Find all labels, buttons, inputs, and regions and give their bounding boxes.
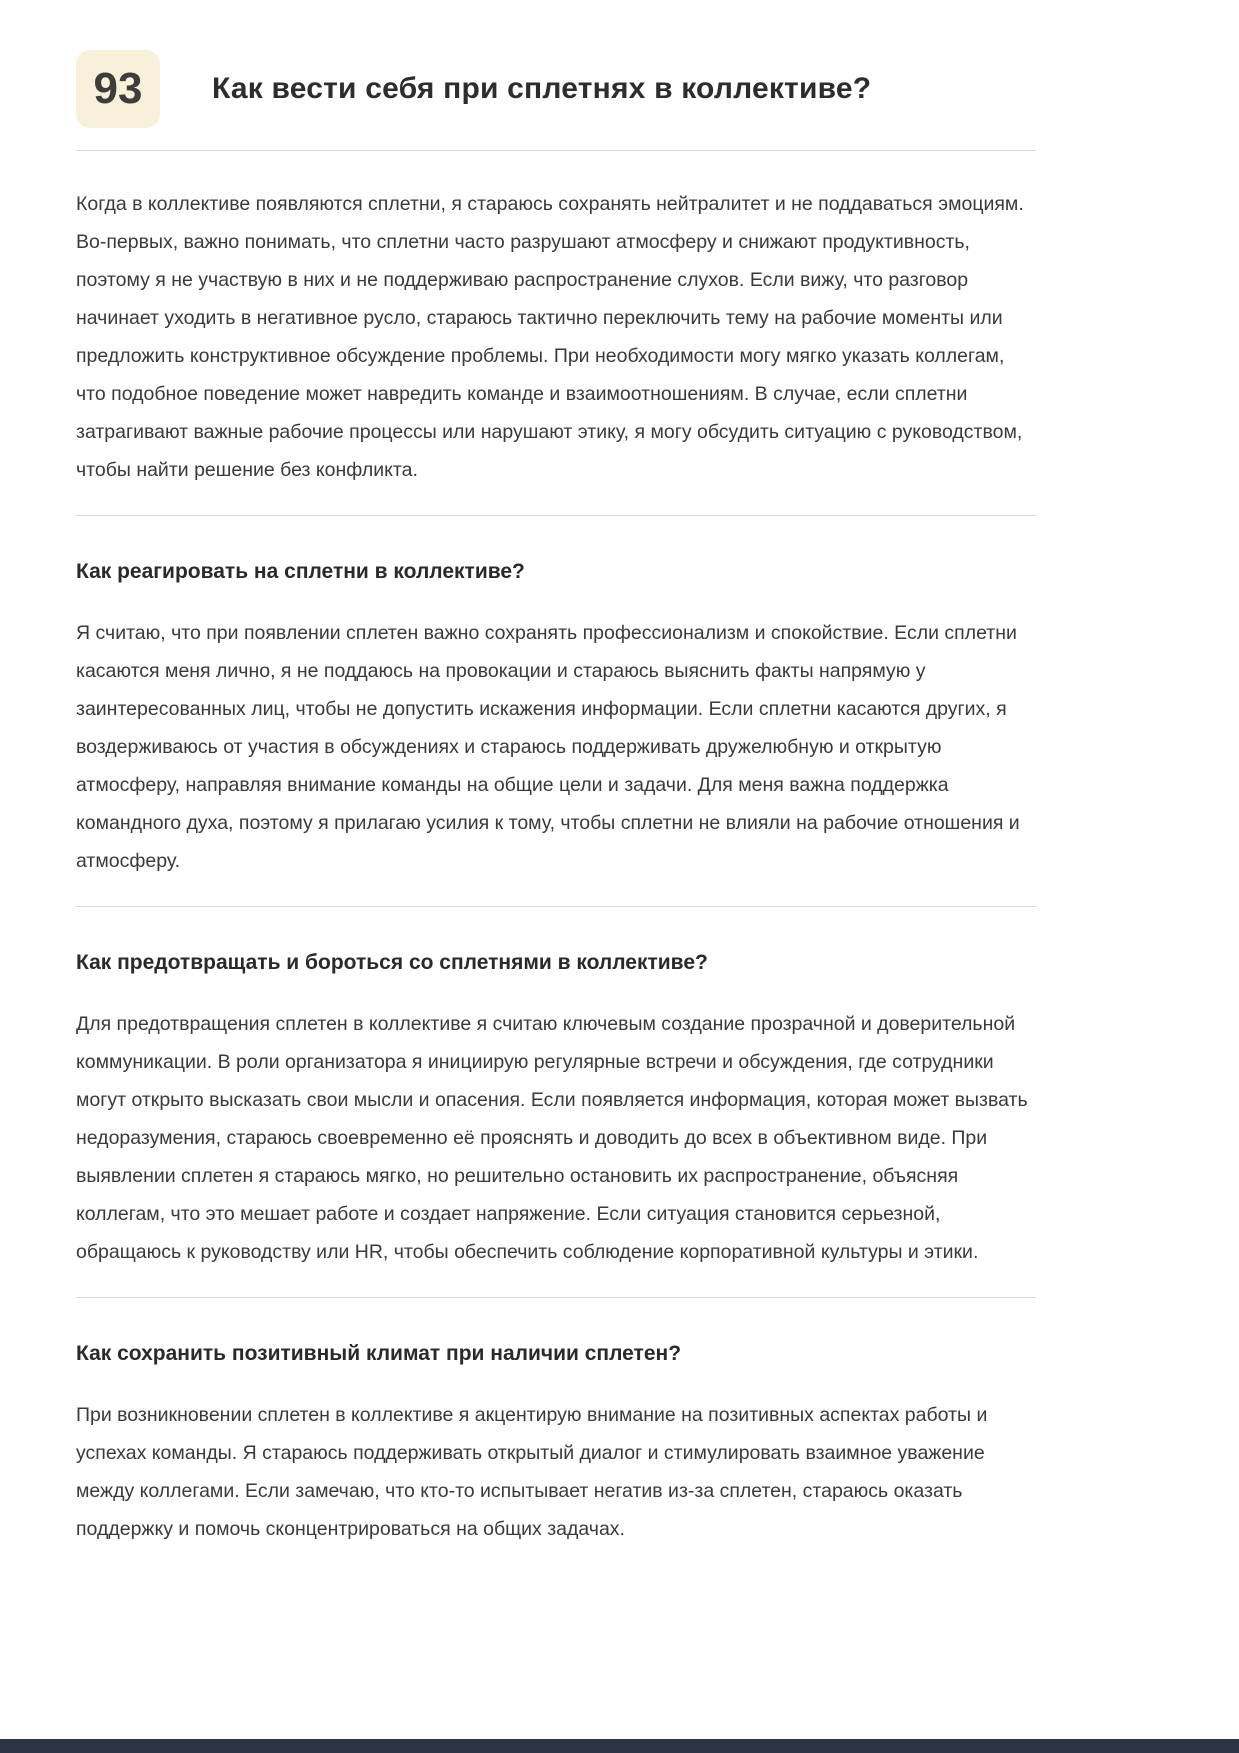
section-paragraph-1: Я считаю, что при появлении сплетен важно сохранять профессионализм и спокойствие. Если сплетни касаются меня лично, я не поддаюсь на провокации и стараюсь выяснить факты напрямую у заинтересованных лиц, чтобы не допустить искажения информации. Если сплетни касаются других, я воздерживаюсь от участия в обсуждениях и стараюсь поддерживать дружелюбную и открытую атмосферу, направляя внимание команды на общие цели и задачи. Для меня важна поддержка командного духа, поэтому я прилагаю усилия к тому, чтобы сплетни не влияли на рабочие отношения и атмосферу.	[76, 622, 1020, 872]
section-heading-1: Как реагировать на сплетни в коллективе?	[76, 560, 525, 583]
section-heading-2: Как предотвращать и бороться со сплетнями в коллективе?	[76, 951, 708, 974]
page-title: Как вести себя при сплетнях в коллективе?	[212, 72, 872, 105]
section-paragraph-3: При возникновении сплетен в коллективе я акцентирую внимание на позитивных аспектах работы и успехах команды. Я стараюсь поддерживать открытый диалог и стимулировать взаимное уважение между коллегами. Если замечаю, что кто-то испытывает негатив из-за сплетен, стараюсь оказать поддержку и помочь сконцентрироваться на общих задачах.	[76, 1404, 988, 1540]
section-paragraph-2: Для предотвращения сплетен в коллективе я считаю ключевым создание прозрачной и доверительной коммуникации. В роли организатора я инициирую регулярные встречи и обсуждения, где сотрудники могут открыто высказать свои мысли и опасения. Если появляется информация, которая может вызвать недоразумения, стараюсь своевременно её прояснять и доводить до всех в объективном виде. При выявлении сплетен я стараюсь мягко, но решительно остановить их распространение, объясняя коллегам, что это мешает работе и создает напряжение. Если ситуация становится серьезной, обращаюсь к руководству или HR, чтобы обеспечить соблюдение корпоративной культуры и этики.	[76, 1013, 1028, 1263]
footer-bar	[0, 1739, 1239, 1753]
section-heading-3: Как сохранить позитивный климат при наличии сплетен?	[76, 1342, 682, 1365]
divider	[76, 150, 1036, 151]
intro-paragraph: Когда в коллективе появляются сплетни, я стараюсь сохранять нейтралитет и не поддаваться эмоциям. Во-первых, важно понимать, что сплетни часто разрушают атмосферу и снижают продуктивность, поэтому я не участвую в них и не поддерживаю распространение слухов. Если вижу, что разговор начинает уходить в негативное русло, стараюсь тактично переключить тему на рабочие моменты или предложить конструктивное обсуждение проблемы. При необходимости могу мягко указать коллегам, что подобное поведение может навредить команде и взаимоотношениям. В случае, если сплетни затрагивают важные рабочие процессы или нарушают этику, я могу обсудить ситуацию с руководством, чтобы найти решение без конфликта.	[76, 193, 1024, 481]
divider	[76, 515, 1036, 516]
page-header	[76, 50, 1036, 128]
question-number-badge: 93	[76, 50, 160, 128]
divider	[76, 1297, 1036, 1298]
divider	[76, 906, 1036, 907]
